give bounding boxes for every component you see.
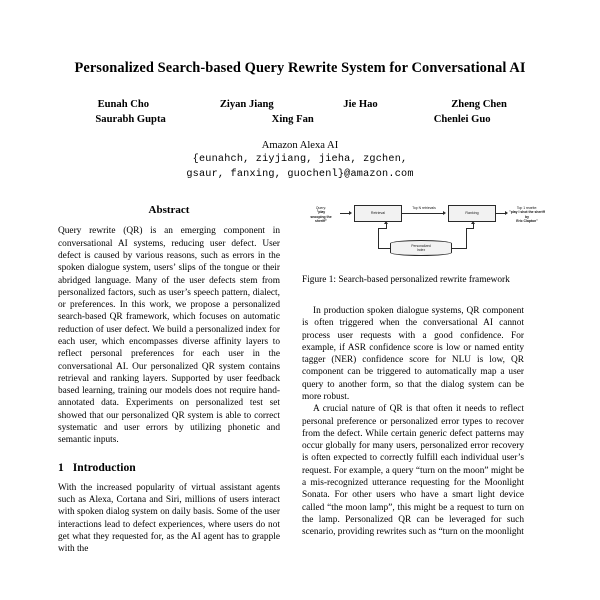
output-label-line: "play I shot the sheriff by [509,210,545,219]
intro-paragraph-1: With the increased popularity of virtual assistant agents such as Alexa, Cortana and Siri, millions of users interact with spoken dialog system on daily basis. Some of the user interactions lead to defect experiences, where users do not get what they requested for, as the AI agent has to grapple with the [58,482,280,555]
diagram-arrowhead [471,221,475,224]
author-row [58,112,542,127]
diagram-edge [473,224,474,229]
diagram-arrowhead [443,211,446,215]
index-label-line: Personalized [411,243,431,248]
diagram-output-label [508,206,546,223]
abstract-heading: Abstract [148,204,190,216]
figure-caption-text: Search-based personalized rewrite framework [338,275,510,285]
figure-1 [302,204,546,286]
section-number: 1 [58,460,64,474]
right-column [302,305,524,538]
diagram-edge-label-topn: Top N retrievals [412,205,436,210]
author-name: Chenlei Guo [433,114,491,126]
figure-label: Figure 1: [302,275,336,285]
diagram-edge [451,248,467,249]
author-name: Saurabh Gupta [95,114,166,126]
right-paragraph-1: In production spoken dialogue systems, QR component is often triggered when the conversational AI cannot process user requests with a good confidence. For example, if ASR confidence score is low or named entity tagger (NER) confidence score for NLU is low, QR component can be triggered to automatically map a user query to another form, so that the dialog system can be more robust. [302,306,524,402]
diagram-input-query-label [302,206,340,223]
author-name: Eunah Cho [97,99,150,110]
figure-1-diagram [302,204,546,260]
diagram-edge [378,248,391,249]
query-label-line: Query: [315,206,327,210]
right-paragraph-2: A crucial nature of QR is that often it needs to reflect personal preference or personalized error types to recover from the defect. While certain generic defect patterns may occur globally for many users, personalized error recovery is often expected to correctly fulfill each individual user’s request. For example, a query “turn on the moon” might be a mis-recognized utterance requesting for the Moonlight Sonata. For other users who have a smart light device called “the moon lamp”, this might be a request to turn on the lamp. Personalized QR can be leveraged for such scenario, providing rewrites such as “turn on the moonlight [302,404,524,538]
author-name: Jie Hao [343,99,378,110]
query-label-line: sheriff" [315,218,327,223]
diagram-arrowhead [349,211,352,215]
diagram-edge [386,224,387,229]
author-name: Xing Fan [271,114,314,126]
left-column [58,203,280,555]
author-name: Ziyan Jiang [219,99,274,110]
diagram-node-retrieval: Retrieval [354,205,402,222]
page-title: Personalized Search-based Query Rewrite System for Conversational AI [74,60,526,76]
author-block [58,97,542,128]
section-heading-introduction [58,460,280,475]
diagram-arrowhead [384,221,388,224]
output-label-line: Top 1 rewrite: [516,206,538,210]
author-emails [58,153,542,183]
section-title: Introduction [72,460,136,474]
diagram-edge [466,228,467,248]
author-name: Zheng Chen [451,99,507,110]
output-label-line: Eric Clapton" [516,218,538,223]
figure-1-caption [302,274,546,286]
query-label-line: snooping the [310,214,332,219]
abstract-body: Query rewrite (QR) is an emerging component in conversational AI systems, reducing user defect. User defect is caused by various reasons, such as errors in the spoken dialogue system, users’ slips of the tongue or their abridged language. Many of the user defects stem from personalized factors, such as user’s speech pattern, dialect, or preferences. In this work, we propose a personalized search-based QR framework, which focuses on automatic reduction of user defect. We build a personalized index for each user, which encompasses diverse affinity layers to reflect personal preferences for each user in the conversational AI. Our personalized QR system contains retrieval and ranking layers. Supported by user feedback based learning, training our models does not require hand-annotated data. Experiments on personalized test set showed that our personalized QR system is able to correct systematic and user errors by utilizing phonetic and semantic inputs. [58,226,280,446]
email-line: {eunahch, ziyjiang, jieha, zgchen, [192,154,408,165]
author-row [58,97,542,112]
diagram-node-personalized-index [390,240,452,256]
index-label-line: Index [416,248,426,252]
diagram-edge [378,228,379,248]
diagram-node-ranking: Ranking [448,205,496,222]
diagram-edge [402,213,444,214]
email-line: gsaur, fanxing, guochenl}@amazon.com [186,168,414,180]
affiliation: Amazon Alexa AI [261,140,339,151]
query-label-line: "play [316,210,326,215]
